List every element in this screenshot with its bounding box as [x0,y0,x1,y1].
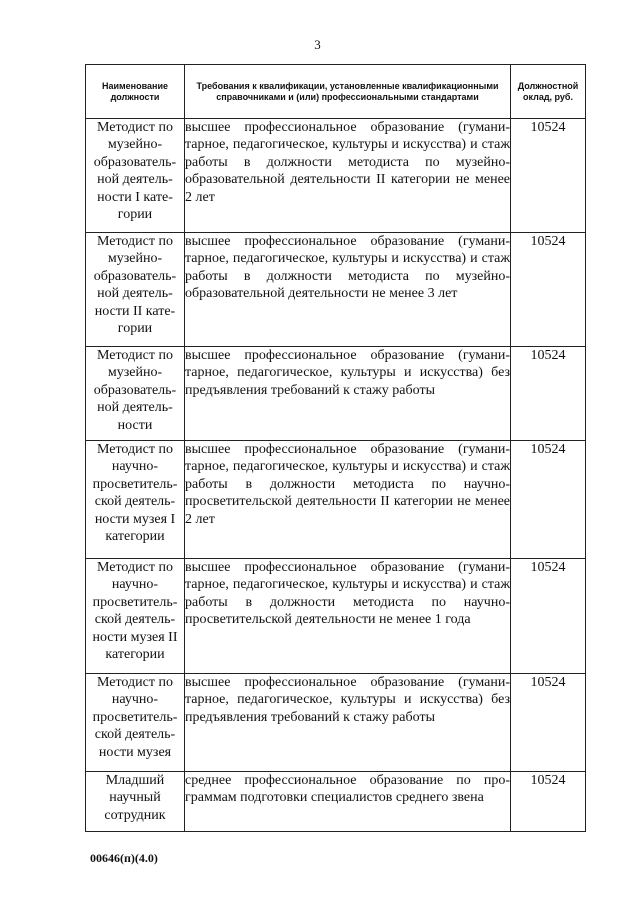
position-cell: Методист по музейно-образователь-ной деятель-ности II кате-гории [86,233,185,347]
header-salary: Должностной оклад, руб. [511,65,586,119]
position-cell: Методист по музейно-образователь-ной деятель-ности [86,347,185,441]
salary-cell: 10524 [511,559,586,674]
position-cell: Методист по музейно-образователь-ной деятель-ности I кате-гории [86,119,185,233]
table-row [86,559,586,674]
table-row [86,772,586,832]
position-cell: Методист по научно-просветитель-ской деятель-ности музея II категории [86,559,185,674]
requirements-cell: высшее профессиональное образование (гумани-тарное, педагогическое, культуры и искусства) и стаж работы в должности методиста по научно-просветительской деятельности II категории не менее 2 лет [185,441,511,559]
table-row [86,441,586,559]
table-row [86,674,586,772]
page-number: 3 [314,37,321,52]
salary-cell: 10524 [511,674,586,772]
table-row [86,119,586,233]
requirements-cell: высшее профессиональное образование (гумани-тарное, педагогическое, культуры и искусства) и стаж работы в должности методиста по научно-просветительской деятельности не менее 1 года [185,559,511,674]
requirements-cell: высшее профессиональное образование (гумани-тарное, педагогическое, культуры и искусства) и стаж работы в должности методиста по музейно-образовательной деятельности не менее 3 лет [185,233,511,347]
requirements-cell: высшее профессиональное образование (гумани-тарное, педагогическое, культуры и искусства) и стаж работы в должности методиста по музейно-образовательной деятельности II категории не менее 2 лет [185,119,511,233]
salary-cell: 10524 [511,441,586,559]
salary-cell: 10524 [511,772,586,832]
qualification-table [85,64,586,832]
header-requirements: Требования к квалификации, установленные квалификационными справочниками и (или) профессиональными стандартами [185,65,511,119]
table-header-row [86,65,586,119]
salary-cell: 10524 [511,119,586,233]
header-position: Наименование должности [86,65,185,119]
position-cell: Методист по научно-просветитель-ской деятель-ности музея [86,674,185,772]
position-cell: Младший научный сотрудник [86,772,185,832]
salary-cell: 10524 [511,233,586,347]
requirements-cell: среднее профессиональное образование по про-граммам подготовки специалистов среднего звена [185,772,511,832]
table-row [86,233,586,347]
salary-cell: 10524 [511,347,586,441]
requirements-cell: высшее профессиональное образование (гумани-тарное, педагогическое, культуры и искусства) без предъявления требований к стажу работы [185,674,511,772]
document-code: 00646(п)(4.0) [90,851,158,865]
table-row [86,347,586,441]
position-cell: Методист по научно-просветитель-ской деятель-ности музея I категории [86,441,185,559]
requirements-cell: высшее профессиональное образование (гумани-тарное, педагогическое, культуры и искусства) без предъявления требований к стажу работы [185,347,511,441]
